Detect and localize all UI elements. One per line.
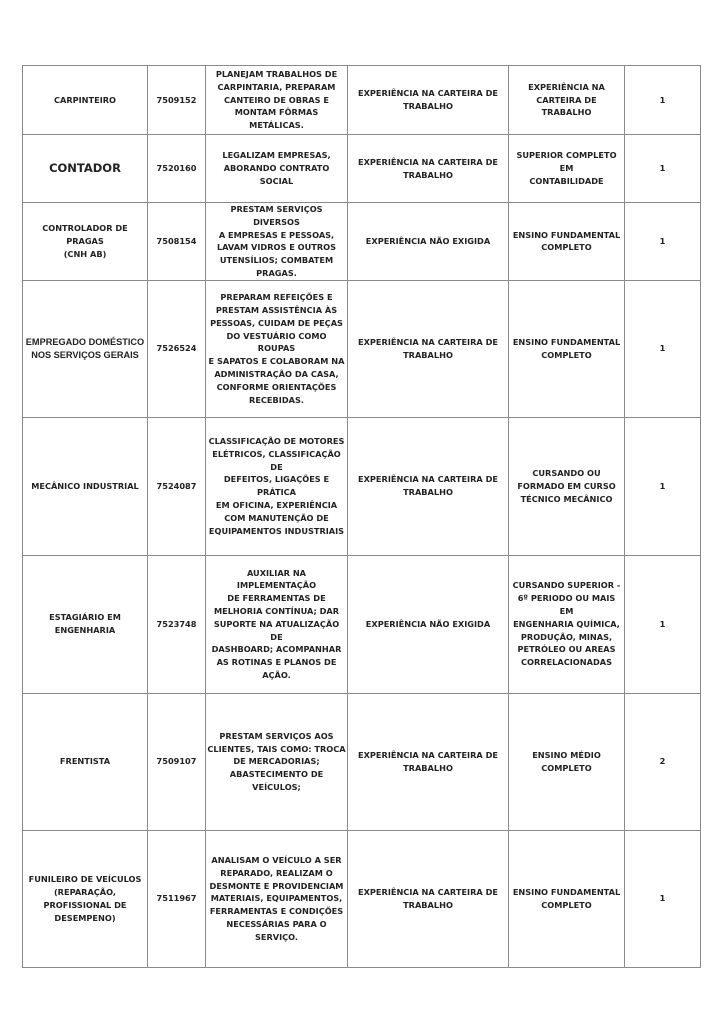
job-title-cell: CONTROLADOR DE PRAGAS (CNH AB) xyxy=(23,203,148,281)
table-row xyxy=(23,830,701,967)
table-row xyxy=(23,66,701,135)
job-title-cell: EMPREGADO DOMÉSTICO NOS SERVIÇOS GERAIS xyxy=(23,280,148,417)
job-title-cell: FRENTISTA xyxy=(23,693,148,830)
education-cell: EXPERIÊNCIA NA CARTEIRA DE TRABALHO xyxy=(509,66,625,135)
table-row xyxy=(23,203,701,281)
openings-count-cell: 1 xyxy=(625,830,701,967)
job-title-cell: CONTADOR xyxy=(23,135,148,203)
table-row xyxy=(23,135,701,203)
job-code-cell: 7523748 xyxy=(148,555,206,693)
table-row xyxy=(23,280,701,417)
openings-count-cell: 1 xyxy=(625,555,701,693)
activities-cell: PRESTAM SERVIÇOS DIVERSOS A EMPRESAS E PESSOAS, LAVAM VIDROS E OUTROS UTENSÍLIOS; COMBATEM PRAGAS. xyxy=(206,203,348,281)
openings-count-cell: 1 xyxy=(625,135,701,203)
education-cell: SUPERIOR COMPLETO EM CONTABILIDADE xyxy=(509,135,625,203)
experience-cell: EXPERIÊNCIA NA CARTEIRA DE TRABALHO xyxy=(348,830,509,967)
experience-cell: EXPERIÊNCIA NA CARTEIRA DE TRABALHO xyxy=(348,417,509,555)
education-cell: ENSINO FUNDAMENTAL COMPLETO xyxy=(509,830,625,967)
job-code-cell: 7509107 xyxy=(148,693,206,830)
job-title-cell: FUNILEIRO DE VEÍCULOS (REPARAÇÃO, PROFISSIONAL DE DESEMPENO) xyxy=(23,830,148,967)
job-code-cell: 7511967 xyxy=(148,830,206,967)
openings-count-cell: 1 xyxy=(625,280,701,417)
openings-count-cell: 2 xyxy=(625,693,701,830)
education-cell: ENSINO MÉDIO COMPLETO xyxy=(509,693,625,830)
table-row xyxy=(23,693,701,830)
experience-cell: EXPERIÊNCIA NA CARTEIRA DE TRABALHO xyxy=(348,135,509,203)
experience-cell: EXPERIÊNCIA NA CARTEIRA DE TRABALHO xyxy=(348,280,509,417)
activities-cell: PLANEJAM TRABALHOS DE CARPINTARIA, PREPARAM CANTEIRO DE OBRAS E MONTAM FÔRMAS METÁLICAS. xyxy=(206,66,348,135)
education-cell: CURSANDO SUPERIOR - 6º PERIODO OU MAIS EM ENGENHARIA QUÍMICA, PRODUÇÃO, MINAS, PETRÓLEO OU AREAS CORRELACIONADAS xyxy=(509,555,625,693)
table-row xyxy=(23,417,701,555)
education-cell: ENSINO FUNDAMENTAL COMPLETO xyxy=(509,203,625,281)
openings-count-cell: 1 xyxy=(625,66,701,135)
experience-cell: EXPERIÊNCIA NÃO EXIGIDA xyxy=(348,203,509,281)
job-title-cell: CARPINTEIRO xyxy=(23,66,148,135)
openings-count-cell: 1 xyxy=(625,417,701,555)
job-code-cell: 7520160 xyxy=(148,135,206,203)
job-openings-table xyxy=(22,65,701,968)
activities-cell: CLASSIFICAÇÃO DE MOTORES ELÉTRICOS, CLASSIFICAÇÃO DE DEFEITOS, LIGAÇÕES E PRÁTICA EM OFICINA, EXPERIÊNCIA COM MANUTENÇÃO DE EQUIPAMENTOS INDUSTRIAIS xyxy=(206,417,348,555)
activities-cell: ANALISAM O VEÍCULO A SER REPARADO, REALIZAM O DESMONTE E PROVIDENCIAM MATERIAIS, EQUIPAMENTOS, FERRAMENTAS E CONDIÇÕES NECESSÁRIAS PARA O SERVIÇO. xyxy=(206,830,348,967)
job-title-cell: ESTAGIÁRIO EM ENGENHARIA xyxy=(23,555,148,693)
job-title-cell: MECÂNICO INDUSTRIAL xyxy=(23,417,148,555)
activities-cell: PRESTAM SERVIÇOS AOS CLIENTES, TAIS COMO: TROCA DE MERCADORIAS; ABASTECIMENTO DE VEÍCULOS; xyxy=(206,693,348,830)
job-code-cell: 7508154 xyxy=(148,203,206,281)
experience-cell: EXPERIÊNCIA NA CARTEIRA DE TRABALHO xyxy=(348,693,509,830)
job-code-cell: 7526524 xyxy=(148,280,206,417)
table-row xyxy=(23,555,701,693)
education-cell: CURSANDO OU FORMADO EM CURSO TÉCNICO MECÂNICO xyxy=(509,417,625,555)
openings-count-cell: 1 xyxy=(625,203,701,281)
education-cell: ENSINO FUNDAMENTAL COMPLETO xyxy=(509,280,625,417)
experience-cell: EXPERIÊNCIA NA CARTEIRA DE TRABALHO xyxy=(348,66,509,135)
experience-cell: EXPERIÊNCIA NÃO EXIGIDA xyxy=(348,555,509,693)
job-code-cell: 7509152 xyxy=(148,66,206,135)
activities-cell: LEGALIZAM EMPRESAS, ABORANDO CONTRATO SOCIAL xyxy=(206,135,348,203)
activities-cell: PREPARAM REFEIÇÕES E PRESTAM ASSISTÊNCIA ÀS PESSOAS, CUIDAM DE PEÇAS DO VESTUÁRIO COMO ROUPAS E SAPATOS E COLABORAM NA ADMINISTRAÇÃO DA CASA, CONFORME ORIENTAÇÕES RECEBIDAS. xyxy=(206,280,348,417)
activities-cell: AUXILIAR NA IMPLEMENTAÇÃO DE FERRAMENTAS DE MELHORIA CONTÍNUA; DAR SUPORTE NA ATUALIZAÇÃO DE DASHBOARD; ACOMPANHAR AS ROTINAS E PLANOS DE AÇÃO. xyxy=(206,555,348,693)
job-code-cell: 7524087 xyxy=(148,417,206,555)
